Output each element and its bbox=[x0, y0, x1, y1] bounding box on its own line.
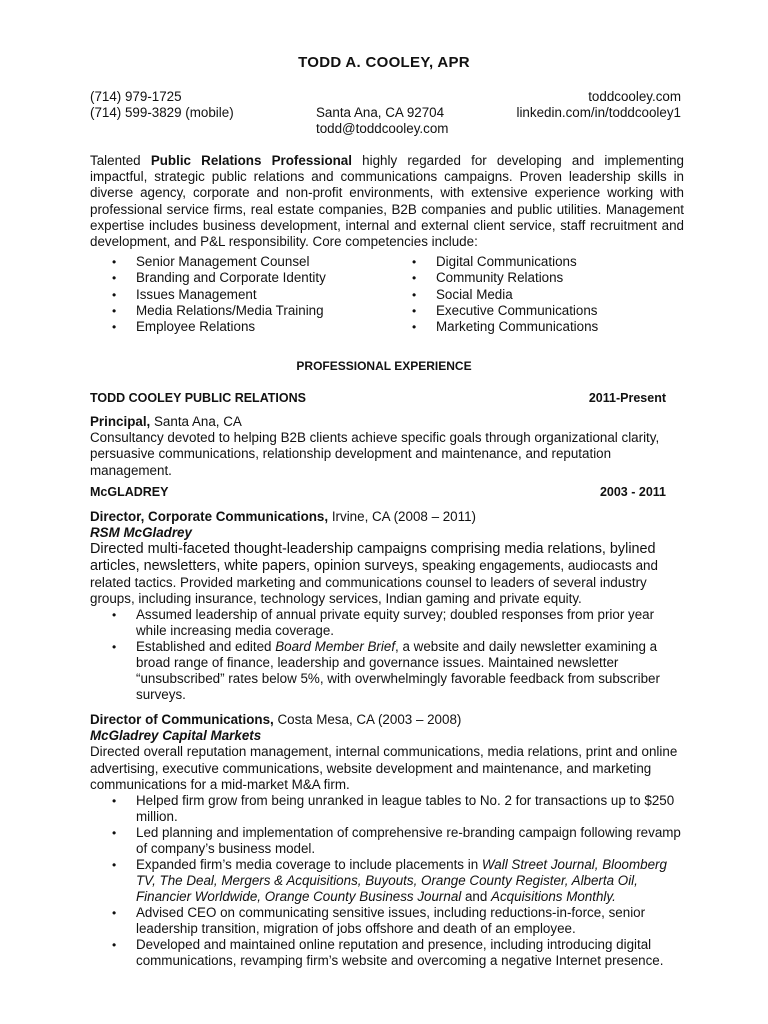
phone-mobile: (714) 599-3829 (mobile) bbox=[90, 105, 234, 121]
contact-phones bbox=[90, 89, 234, 121]
linkedin: linkedin.com/in/toddcooley1 bbox=[516, 105, 681, 121]
role-subsidiary: McGladrey Capital Markets bbox=[90, 728, 262, 744]
role-title: Principal, bbox=[90, 414, 151, 429]
role-location: Santa Ana, CA bbox=[150, 414, 242, 429]
contact-web bbox=[516, 89, 681, 121]
summary-rest: highly regarded for developing and implementing impactful, strategic public relations and communications campaigns. Proven leadership skills in diverse agency, corporate and non-profit environments, with extensive experience working with professional service firms, real estate companies, B2B companies and public utilities. Management expertise includes business development, internal and external client service, staff recruitment and development, and P&L responsibility. Core competencies include: bbox=[90, 153, 684, 250]
competency-item: • Senior Management Counsel bbox=[112, 254, 326, 270]
competency-item: • Branding and Corporate Identity bbox=[112, 270, 326, 286]
role-description bbox=[90, 541, 684, 607]
candidate-name: TODD A. COOLEY, APR bbox=[298, 54, 470, 71]
bullet-text: Expanded firm’s media coverage to include placements in bbox=[136, 857, 482, 873]
email: todd@toddcooley.com bbox=[316, 121, 449, 137]
role-location: Costa Mesa, CA (2003 – 2008) bbox=[273, 712, 462, 727]
bullet-item: • Helped firm grow from being unranked in league tables to No. 2 for transactions up to $250 million. bbox=[90, 793, 684, 825]
bullet-item bbox=[90, 639, 684, 703]
role-description: Consultancy devoted to helping B2B clients achieve specific goals through organizational clarity, persuasive communications, relationship development and maintenance, and reputation management. bbox=[90, 430, 660, 478]
summary-lead: Talented bbox=[90, 153, 151, 168]
description-lead: Directed multi-faceted thought-leadership campaigns comprising media relations, bylined articles, newsletters, white papers, opinion surveys, bbox=[90, 541, 656, 575]
bullet-italic: Wall Street Journal, Bloomberg TV, The Deal, Mergers & Acquisitions, Buyouts, Orange County Register, Alberta Oil, Financier Worldwide, Orange County Business Journal bbox=[136, 857, 667, 905]
role-principal bbox=[90, 414, 684, 479]
bullet-text: and bbox=[461, 889, 492, 905]
role-location: Irvine, CA (2008 – 2011) bbox=[328, 509, 476, 524]
company-dates: 2011-Present bbox=[588, 391, 666, 405]
contact-address bbox=[316, 89, 448, 138]
competency-item: • Digital Communications bbox=[412, 254, 598, 270]
company-heading bbox=[90, 485, 666, 499]
bullet-italic: Acquisitions Monthly. bbox=[491, 889, 616, 905]
website: toddcooley.com bbox=[588, 89, 681, 104]
competencies-right bbox=[412, 254, 598, 335]
bullet-italic: Board Member Brief bbox=[275, 639, 396, 655]
company-name: TODD COOLEY PUBLIC RELATIONS bbox=[90, 391, 306, 405]
description-rest: speaking engagements, audiocasts and related tactics. Provided marketing and communications counsel to leaders of several industry groups, including insurance, technology services, Indian gaming and private equity. bbox=[90, 558, 658, 607]
role-title: Director, Corporate Communications, bbox=[90, 509, 329, 524]
bullet-item: • Advised CEO on communicating sensitive issues, including reductions-in-force, senior leadership transition, migration of jobs offshore and death of an employee. bbox=[90, 905, 684, 937]
competency-item: • Media Relations/Media Training bbox=[112, 303, 326, 319]
competency-item: • Marketing Communications bbox=[412, 319, 598, 335]
role-director-of-communications bbox=[90, 712, 684, 969]
competency-item: • Community Relations bbox=[412, 270, 598, 286]
company-dates: 2003 - 2011 bbox=[599, 485, 666, 499]
company-name: McGLADREY bbox=[90, 485, 169, 499]
competency-item: • Executive Communications bbox=[412, 303, 598, 319]
competency-item: • Social Media bbox=[412, 287, 598, 303]
role-director-corporate-communications bbox=[90, 509, 684, 703]
competency-item: • Issues Management bbox=[112, 287, 326, 303]
role-bullets bbox=[90, 607, 684, 703]
location: Santa Ana, CA 92704 bbox=[316, 105, 445, 121]
role-title: Director of Communications, bbox=[90, 712, 274, 727]
role-bullets bbox=[90, 793, 684, 969]
bullet-text: Established and edited bbox=[136, 639, 276, 655]
role-subsidiary: RSM McGladrey bbox=[90, 525, 192, 541]
section-title-experience: PROFESSIONAL EXPERIENCE bbox=[296, 359, 472, 373]
competency-item: • Employee Relations bbox=[112, 319, 326, 335]
bullet-item: • Led planning and implementation of comprehensive re-branding campaign following revamp of company’s business model. bbox=[90, 825, 684, 857]
phone-primary: (714) 979-1725 bbox=[90, 89, 182, 104]
competencies-left bbox=[112, 254, 326, 335]
bullet-item: • Developed and maintained online reputation and presence, including introducing digital communications, revamping firm’s website and overcoming a negative Internet presence. bbox=[90, 937, 684, 969]
company-heading bbox=[90, 391, 666, 405]
bullet-item bbox=[90, 857, 684, 905]
bullet-text: , a website and daily newsletter examining a broad range of finance, leadership and governance issues. Maintained newsletter “unsubscribed” rates below 5%, with overwhelmingly favorable feedback from subscriber surveys. bbox=[136, 639, 660, 703]
summary-bold: Public Relations Professional bbox=[150, 153, 352, 168]
bullet-item: • Assumed leadership of annual private equity survey; doubled responses from prior year while increasing media coverage. bbox=[90, 607, 684, 639]
professional-summary bbox=[90, 153, 684, 250]
role-description: Directed overall reputation management, internal communications, media relations, print and online advertising, executive communications, website development and maintenance, and marketing communications for a mid-market M&A firm. bbox=[90, 744, 678, 792]
